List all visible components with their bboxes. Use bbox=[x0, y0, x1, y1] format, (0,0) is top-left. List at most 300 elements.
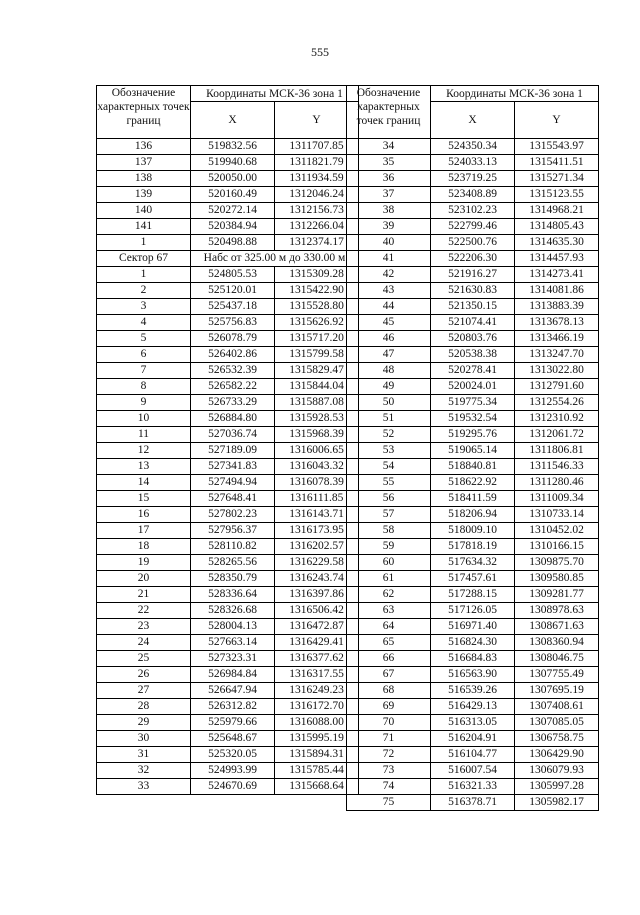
y-value-cell: 1306758.75 bbox=[515, 731, 599, 747]
point-number-cell: 30 bbox=[97, 731, 191, 747]
table-row bbox=[347, 795, 599, 811]
point-number-cell: 11 bbox=[97, 427, 191, 443]
x-value-cell: 520050.00 bbox=[191, 171, 275, 187]
x-value-cell: 516563.90 bbox=[431, 667, 515, 683]
x-header: X bbox=[431, 102, 515, 139]
point-number-cell: 65 bbox=[347, 635, 431, 651]
y-value-cell: 1316202.57 bbox=[275, 539, 359, 555]
table-row bbox=[97, 187, 359, 203]
table-row bbox=[347, 491, 599, 507]
table-row bbox=[347, 475, 599, 491]
x-value-cell: 522799.46 bbox=[431, 219, 515, 235]
y-value-cell: 1307755.49 bbox=[515, 667, 599, 683]
table-row bbox=[347, 635, 599, 651]
y-value-cell: 1306429.90 bbox=[515, 747, 599, 763]
table-row bbox=[97, 443, 359, 459]
point-number-cell: 66 bbox=[347, 651, 431, 667]
table-row bbox=[347, 363, 599, 379]
x-value-cell: 516313.05 bbox=[431, 715, 515, 731]
point-number-cell: 4 bbox=[97, 315, 191, 331]
x-value-cell: 528326.68 bbox=[191, 603, 275, 619]
table-row bbox=[97, 395, 359, 411]
point-label-header: Обозначение характерных точек границ bbox=[347, 86, 431, 139]
y-value-cell: 1309281.77 bbox=[515, 587, 599, 603]
table-row bbox=[347, 315, 599, 331]
y-value-cell: 1315928.53 bbox=[275, 411, 359, 427]
x-value-cell: 528350.79 bbox=[191, 571, 275, 587]
y-value-cell: 1306079.93 bbox=[515, 763, 599, 779]
table-row bbox=[347, 251, 599, 267]
table-row bbox=[347, 139, 599, 155]
y-value-cell: 1308978.63 bbox=[515, 603, 599, 619]
x-header: X bbox=[191, 102, 275, 139]
y-value-cell: 1311934.59 bbox=[275, 171, 359, 187]
table-row bbox=[97, 715, 359, 731]
table-row bbox=[97, 491, 359, 507]
point-number-cell: 17 bbox=[97, 523, 191, 539]
y-value-cell: 1315968.39 bbox=[275, 427, 359, 443]
y-value-cell: 1315799.58 bbox=[275, 347, 359, 363]
point-number-cell: 38 bbox=[347, 203, 431, 219]
y-value-cell: 1315887.08 bbox=[275, 395, 359, 411]
table-row bbox=[97, 699, 359, 715]
y-value-cell: 1314635.30 bbox=[515, 235, 599, 251]
y-value-cell: 1313022.80 bbox=[515, 363, 599, 379]
y-value-cell: 1312554.26 bbox=[515, 395, 599, 411]
y-value-cell: 1311546.33 bbox=[515, 459, 599, 475]
y-value-cell: 1316506.42 bbox=[275, 603, 359, 619]
table-row bbox=[97, 635, 359, 651]
x-value-cell: 526582.22 bbox=[191, 379, 275, 395]
coordinates-table-right bbox=[346, 85, 599, 811]
table-row bbox=[347, 187, 599, 203]
y-value-cell: 1315785.44 bbox=[275, 763, 359, 779]
x-value-cell: 517126.05 bbox=[431, 603, 515, 619]
table-row bbox=[347, 555, 599, 571]
x-value-cell: 524350.34 bbox=[431, 139, 515, 155]
table-row bbox=[97, 235, 359, 251]
y-header: Y bbox=[275, 102, 359, 139]
page-number: 555 bbox=[311, 45, 329, 59]
x-value-cell: 516684.83 bbox=[431, 651, 515, 667]
x-value-cell: 520024.01 bbox=[431, 379, 515, 395]
x-value-cell: 526312.82 bbox=[191, 699, 275, 715]
x-value-cell: 520538.38 bbox=[431, 347, 515, 363]
x-value-cell: 520278.41 bbox=[431, 363, 515, 379]
x-value-cell: 526647.94 bbox=[191, 683, 275, 699]
x-value-cell: 521350.15 bbox=[431, 299, 515, 315]
table-row bbox=[347, 779, 599, 795]
x-value-cell: 522500.76 bbox=[431, 235, 515, 251]
x-value-cell: 527802.23 bbox=[191, 507, 275, 523]
table-row bbox=[347, 395, 599, 411]
coordinates-table-left bbox=[96, 85, 359, 795]
sector-name: Сектор 67 bbox=[97, 251, 191, 267]
x-value-cell: 525437.18 bbox=[191, 299, 275, 315]
x-value-cell: 521630.83 bbox=[431, 283, 515, 299]
y-value-cell: 1311707.85 bbox=[275, 139, 359, 155]
table-row bbox=[347, 539, 599, 555]
point-number-cell: 57 bbox=[347, 507, 431, 523]
x-value-cell: 519940.68 bbox=[191, 155, 275, 171]
table-row bbox=[347, 731, 599, 747]
point-number-cell: 61 bbox=[347, 571, 431, 587]
x-value-cell: 525120.01 bbox=[191, 283, 275, 299]
y-value-cell: 1312046.24 bbox=[275, 187, 359, 203]
table-row bbox=[97, 363, 359, 379]
y-value-cell: 1309875.70 bbox=[515, 555, 599, 571]
x-value-cell: 521916.27 bbox=[431, 267, 515, 283]
table-row bbox=[97, 603, 359, 619]
x-value-cell: 527663.14 bbox=[191, 635, 275, 651]
point-number-cell: 19 bbox=[97, 555, 191, 571]
y-value-cell: 1310452.02 bbox=[515, 523, 599, 539]
table-row bbox=[347, 715, 599, 731]
point-number-cell: 62 bbox=[347, 587, 431, 603]
y-value-cell: 1316006.65 bbox=[275, 443, 359, 459]
point-number-cell: 36 bbox=[347, 171, 431, 187]
table-row bbox=[97, 731, 359, 747]
point-number-cell: 73 bbox=[347, 763, 431, 779]
table-row bbox=[347, 347, 599, 363]
y-value-cell: 1313678.13 bbox=[515, 315, 599, 331]
point-number-cell: 47 bbox=[347, 347, 431, 363]
table-row bbox=[347, 443, 599, 459]
point-number-cell: 14 bbox=[97, 475, 191, 491]
y-value-cell: 1315422.90 bbox=[275, 283, 359, 299]
point-number-cell: 52 bbox=[347, 427, 431, 443]
table-row bbox=[97, 203, 359, 219]
point-number-cell: 51 bbox=[347, 411, 431, 427]
point-number-cell: 15 bbox=[97, 491, 191, 507]
table-row bbox=[97, 315, 359, 331]
point-number-cell: 31 bbox=[97, 747, 191, 763]
x-value-cell: 523102.23 bbox=[431, 203, 515, 219]
y-value-cell: 1305997.28 bbox=[515, 779, 599, 795]
y-value-cell: 1310733.14 bbox=[515, 507, 599, 523]
x-value-cell: 520384.94 bbox=[191, 219, 275, 235]
y-value-cell: 1316172.70 bbox=[275, 699, 359, 715]
table-row bbox=[347, 667, 599, 683]
table-row bbox=[97, 667, 359, 683]
x-value-cell: 528265.56 bbox=[191, 555, 275, 571]
point-number-cell: 33 bbox=[97, 779, 191, 795]
point-number-cell: 34 bbox=[347, 139, 431, 155]
point-number-cell: 41 bbox=[347, 251, 431, 267]
point-number-cell: 5 bbox=[97, 331, 191, 347]
table-row bbox=[347, 299, 599, 315]
point-number-cell: 1 bbox=[97, 267, 191, 283]
point-label-header: Обозначение характерных точек границ bbox=[97, 86, 191, 139]
y-value-cell: 1316472.87 bbox=[275, 619, 359, 635]
y-value-cell: 1308046.75 bbox=[515, 651, 599, 667]
coords-header: Координаты МСК-36 зона 1 bbox=[431, 86, 599, 102]
point-number-cell: 25 bbox=[97, 651, 191, 667]
y-value-cell: 1314805.43 bbox=[515, 219, 599, 235]
point-number-cell: 49 bbox=[347, 379, 431, 395]
x-value-cell: 526984.84 bbox=[191, 667, 275, 683]
table-row bbox=[347, 507, 599, 523]
point-number-cell: 42 bbox=[347, 267, 431, 283]
y-value-cell: 1314273.41 bbox=[515, 267, 599, 283]
table-row bbox=[97, 299, 359, 315]
point-number-cell: 63 bbox=[347, 603, 431, 619]
table-row bbox=[97, 411, 359, 427]
y-value-cell: 1307085.05 bbox=[515, 715, 599, 731]
y-value-cell: 1316078.39 bbox=[275, 475, 359, 491]
x-value-cell: 518009.10 bbox=[431, 523, 515, 539]
point-number-cell: 53 bbox=[347, 443, 431, 459]
x-value-cell: 516007.54 bbox=[431, 763, 515, 779]
point-number-cell: 37 bbox=[347, 187, 431, 203]
x-value-cell: 517634.32 bbox=[431, 555, 515, 571]
y-value-cell: 1310166.15 bbox=[515, 539, 599, 555]
table-row bbox=[97, 331, 359, 347]
point-number-cell: 55 bbox=[347, 475, 431, 491]
y-value-cell: 1307408.61 bbox=[515, 699, 599, 715]
table-row bbox=[347, 683, 599, 699]
point-number-cell: 27 bbox=[97, 683, 191, 699]
y-value-cell: 1315411.51 bbox=[515, 155, 599, 171]
table-row bbox=[97, 155, 359, 171]
y-value-cell: 1308671.63 bbox=[515, 619, 599, 635]
point-number-cell: 3 bbox=[97, 299, 191, 315]
table-row bbox=[97, 683, 359, 699]
x-value-cell: 525320.05 bbox=[191, 747, 275, 763]
point-number-cell: 29 bbox=[97, 715, 191, 731]
x-value-cell: 520803.76 bbox=[431, 331, 515, 347]
y-value-cell: 1313466.19 bbox=[515, 331, 599, 347]
x-value-cell: 527189.09 bbox=[191, 443, 275, 459]
y-value-cell: 1316043.32 bbox=[275, 459, 359, 475]
table-row bbox=[347, 171, 599, 187]
x-value-cell: 524033.13 bbox=[431, 155, 515, 171]
y-value-cell: 1314457.93 bbox=[515, 251, 599, 267]
point-number-cell: 13 bbox=[97, 459, 191, 475]
table-row bbox=[347, 331, 599, 347]
y-value-cell: 1316249.23 bbox=[275, 683, 359, 699]
x-value-cell: 525756.83 bbox=[191, 315, 275, 331]
x-value-cell: 527341.83 bbox=[191, 459, 275, 475]
y-header: Y bbox=[515, 102, 599, 139]
point-number-cell: 74 bbox=[347, 779, 431, 795]
table-row bbox=[97, 507, 359, 523]
x-value-cell: 516971.40 bbox=[431, 619, 515, 635]
y-value-cell: 1314081.86 bbox=[515, 283, 599, 299]
point-number-cell: 32 bbox=[97, 763, 191, 779]
y-value-cell: 1315829.47 bbox=[275, 363, 359, 379]
x-value-cell: 516429.13 bbox=[431, 699, 515, 715]
x-value-cell: 520498.88 bbox=[191, 235, 275, 251]
x-value-cell: 517288.15 bbox=[431, 587, 515, 603]
table-row bbox=[347, 283, 599, 299]
y-value-cell: 1316317.55 bbox=[275, 667, 359, 683]
point-number-cell: 7 bbox=[97, 363, 191, 379]
x-value-cell: 516824.30 bbox=[431, 635, 515, 651]
y-value-cell: 1305982.17 bbox=[515, 795, 599, 811]
point-number-cell: 50 bbox=[347, 395, 431, 411]
y-value-cell: 1311280.46 bbox=[515, 475, 599, 491]
point-number-cell: 16 bbox=[97, 507, 191, 523]
x-value-cell: 517457.61 bbox=[431, 571, 515, 587]
y-value-cell: 1311806.81 bbox=[515, 443, 599, 459]
x-value-cell: 516204.91 bbox=[431, 731, 515, 747]
y-value-cell: 1312061.72 bbox=[515, 427, 599, 443]
x-value-cell: 524670.69 bbox=[191, 779, 275, 795]
table-row bbox=[97, 267, 359, 283]
x-value-cell: 528336.64 bbox=[191, 587, 275, 603]
x-value-cell: 516378.71 bbox=[431, 795, 515, 811]
table-row bbox=[347, 155, 599, 171]
x-value-cell: 519775.34 bbox=[431, 395, 515, 411]
x-value-cell: 528110.82 bbox=[191, 539, 275, 555]
x-value-cell: 516321.33 bbox=[431, 779, 515, 795]
point-number-cell: 40 bbox=[347, 235, 431, 251]
point-number-cell: 64 bbox=[347, 619, 431, 635]
table-row bbox=[97, 347, 359, 363]
point-number-cell: 138 bbox=[97, 171, 191, 187]
table-row bbox=[347, 571, 599, 587]
y-value-cell: 1312310.92 bbox=[515, 411, 599, 427]
sector-description: Набс от 325.00 м до 330.00 м bbox=[191, 251, 359, 267]
table-row bbox=[347, 411, 599, 427]
x-value-cell: 518206.94 bbox=[431, 507, 515, 523]
y-value-cell: 1316111.85 bbox=[275, 491, 359, 507]
table-row bbox=[347, 763, 599, 779]
y-value-cell: 1312266.04 bbox=[275, 219, 359, 235]
point-number-cell: 6 bbox=[97, 347, 191, 363]
table-row bbox=[97, 139, 359, 155]
y-value-cell: 1315844.04 bbox=[275, 379, 359, 395]
coords-header: Координаты МСК-36 зона 1 bbox=[191, 86, 359, 102]
y-value-cell: 1312156.73 bbox=[275, 203, 359, 219]
point-number-cell: 20 bbox=[97, 571, 191, 587]
point-number-cell: 21 bbox=[97, 587, 191, 603]
point-number-cell: 141 bbox=[97, 219, 191, 235]
table-row bbox=[347, 235, 599, 251]
x-value-cell: 519295.76 bbox=[431, 427, 515, 443]
y-value-cell: 1312374.17 bbox=[275, 235, 359, 251]
table-row bbox=[347, 459, 599, 475]
y-value-cell: 1315995.19 bbox=[275, 731, 359, 747]
x-value-cell: 524993.99 bbox=[191, 763, 275, 779]
x-value-cell: 524805.53 bbox=[191, 267, 275, 283]
point-number-cell: 68 bbox=[347, 683, 431, 699]
y-value-cell: 1315123.55 bbox=[515, 187, 599, 203]
point-number-cell: 2 bbox=[97, 283, 191, 299]
point-number-cell: 26 bbox=[97, 667, 191, 683]
point-number-cell: 54 bbox=[347, 459, 431, 475]
table-row bbox=[347, 203, 599, 219]
table-row bbox=[347, 619, 599, 635]
x-value-cell: 522206.30 bbox=[431, 251, 515, 267]
table-row bbox=[347, 603, 599, 619]
point-number-cell: 136 bbox=[97, 139, 191, 155]
y-value-cell: 1315894.31 bbox=[275, 747, 359, 763]
point-number-cell: 75 bbox=[347, 795, 431, 811]
x-value-cell: 526884.80 bbox=[191, 411, 275, 427]
point-number-cell: 10 bbox=[97, 411, 191, 427]
point-number-cell: 71 bbox=[347, 731, 431, 747]
x-value-cell: 520272.14 bbox=[191, 203, 275, 219]
x-value-cell: 526078.79 bbox=[191, 331, 275, 347]
table-row bbox=[347, 379, 599, 395]
table-row bbox=[347, 427, 599, 443]
table-row bbox=[97, 763, 359, 779]
table-row bbox=[97, 475, 359, 491]
table-row bbox=[97, 587, 359, 603]
point-number-cell: 43 bbox=[347, 283, 431, 299]
x-value-cell: 519832.56 bbox=[191, 139, 275, 155]
point-number-cell: 9 bbox=[97, 395, 191, 411]
point-number-cell: 35 bbox=[347, 155, 431, 171]
table-row bbox=[97, 539, 359, 555]
point-number-cell: 69 bbox=[347, 699, 431, 715]
point-number-cell: 39 bbox=[347, 219, 431, 235]
x-value-cell: 516104.77 bbox=[431, 747, 515, 763]
table-row bbox=[97, 747, 359, 763]
point-number-cell: 140 bbox=[97, 203, 191, 219]
x-value-cell: 523719.25 bbox=[431, 171, 515, 187]
point-number-cell: 59 bbox=[347, 539, 431, 555]
y-value-cell: 1307695.19 bbox=[515, 683, 599, 699]
y-value-cell: 1315271.34 bbox=[515, 171, 599, 187]
point-number-cell: 44 bbox=[347, 299, 431, 315]
x-value-cell: 527648.41 bbox=[191, 491, 275, 507]
table-row bbox=[97, 459, 359, 475]
y-value-cell: 1313247.70 bbox=[515, 347, 599, 363]
table-row bbox=[97, 219, 359, 235]
point-number-cell: 72 bbox=[347, 747, 431, 763]
table-row bbox=[97, 779, 359, 795]
point-number-cell: 139 bbox=[97, 187, 191, 203]
point-number-cell: 70 bbox=[347, 715, 431, 731]
x-value-cell: 526733.29 bbox=[191, 395, 275, 411]
x-value-cell: 527036.74 bbox=[191, 427, 275, 443]
point-number-cell: 24 bbox=[97, 635, 191, 651]
y-value-cell: 1314968.21 bbox=[515, 203, 599, 219]
point-number-cell: 18 bbox=[97, 539, 191, 555]
table-row bbox=[97, 555, 359, 571]
table-row bbox=[97, 651, 359, 667]
point-number-cell: 48 bbox=[347, 363, 431, 379]
y-value-cell: 1315668.64 bbox=[275, 779, 359, 795]
point-number-cell: 58 bbox=[347, 523, 431, 539]
x-value-cell: 525979.66 bbox=[191, 715, 275, 731]
y-value-cell: 1316397.86 bbox=[275, 587, 359, 603]
y-value-cell: 1312791.60 bbox=[515, 379, 599, 395]
x-value-cell: 525648.67 bbox=[191, 731, 275, 747]
table-row bbox=[97, 171, 359, 187]
point-number-cell: 56 bbox=[347, 491, 431, 507]
table-row bbox=[97, 523, 359, 539]
y-value-cell: 1316173.95 bbox=[275, 523, 359, 539]
table-row bbox=[347, 523, 599, 539]
y-value-cell: 1316377.62 bbox=[275, 651, 359, 667]
x-value-cell: 528004.13 bbox=[191, 619, 275, 635]
x-value-cell: 527956.37 bbox=[191, 523, 275, 539]
point-number-cell: 8 bbox=[97, 379, 191, 395]
table-row bbox=[97, 283, 359, 299]
x-value-cell: 523408.89 bbox=[431, 187, 515, 203]
x-value-cell: 518840.81 bbox=[431, 459, 515, 475]
point-number-cell: 67 bbox=[347, 667, 431, 683]
point-number-cell: 45 bbox=[347, 315, 431, 331]
x-value-cell: 527323.31 bbox=[191, 651, 275, 667]
y-value-cell: 1315717.20 bbox=[275, 331, 359, 347]
y-value-cell: 1315528.80 bbox=[275, 299, 359, 315]
table-row bbox=[97, 427, 359, 443]
